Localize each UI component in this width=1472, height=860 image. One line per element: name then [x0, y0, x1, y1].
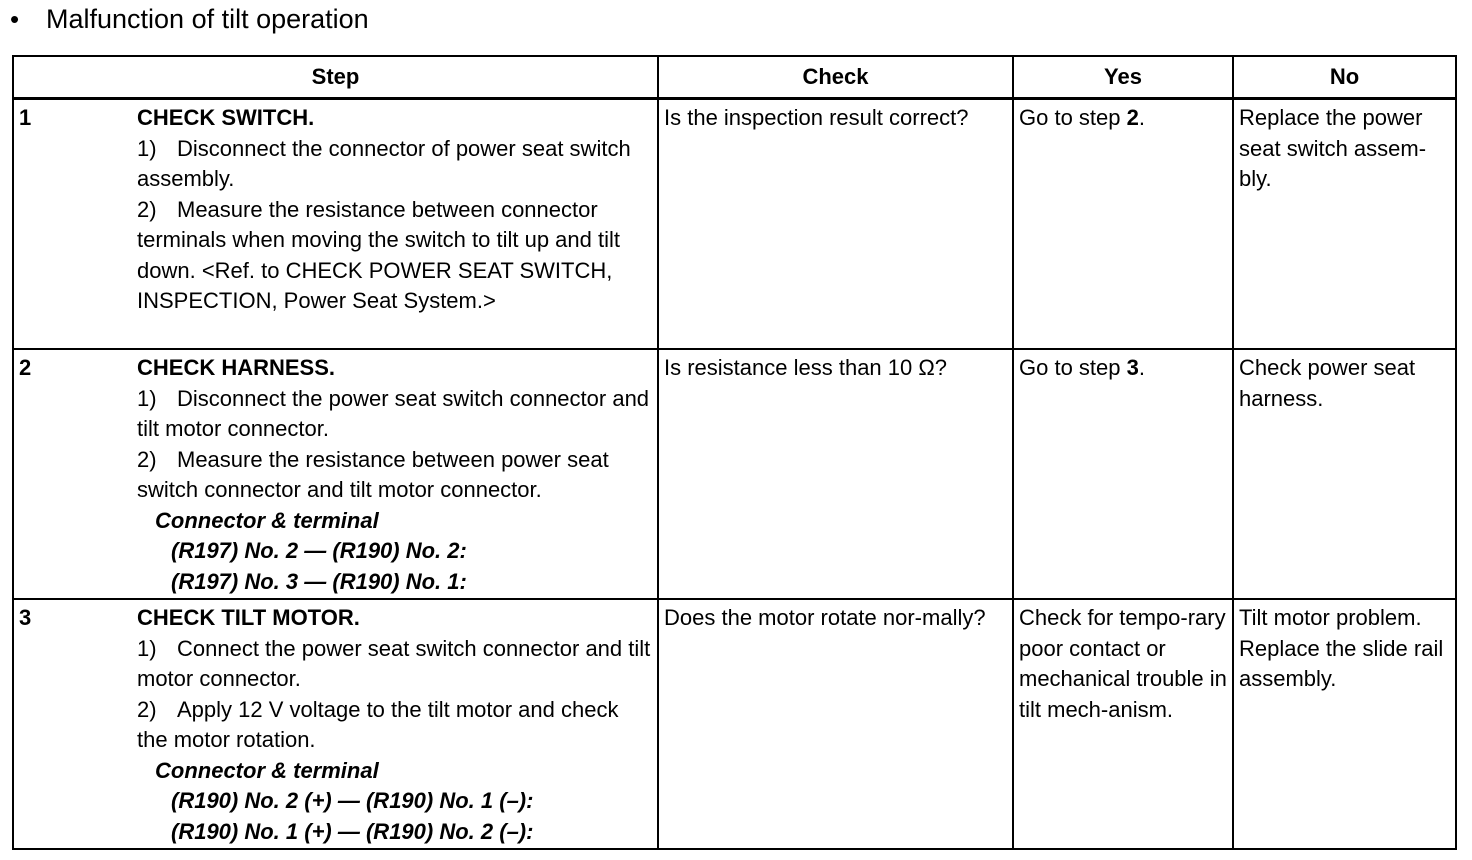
yes-step-number: 3 — [1126, 355, 1139, 380]
instruction-text: Disconnect the connector of power seat switch assembly. — [137, 135, 631, 191]
step-cell — [13, 599, 658, 849]
table-row — [13, 599, 1456, 849]
instruction-number: 2) — [137, 696, 157, 722]
step-number: 2 — [19, 355, 32, 380]
connector-heading: Connector & terminal — [155, 507, 379, 533]
column-header-step: Step — [13, 56, 658, 99]
table-row — [13, 99, 1456, 350]
yes-cell — [1013, 599, 1233, 849]
yes-prefix: Go to step — [1019, 355, 1127, 380]
instruction-text: Disconnect the power seat switch connector and tilt motor connector. — [137, 385, 650, 441]
bullet-icon: • — [10, 4, 20, 34]
yes-text — [1014, 100, 1232, 134]
instruction-text: Measure the resistance between connector terminals when moving the switch to tilt up and tilt down. <Ref. to CHECK POWER SEAT SWITCH, INSPECTION, Power Seat System.> — [137, 196, 621, 313]
instruction-text: Connect the power seat switch connector and tilt motor connector. — [137, 635, 651, 691]
section-heading-text: Malfunction of tilt operation — [46, 4, 369, 34]
yes-prefix: Go to step — [1019, 105, 1127, 130]
instruction-number: 2) — [137, 446, 157, 472]
instruction-line — [137, 384, 653, 445]
column-header-yes: Yes — [1013, 56, 1233, 99]
no-cell — [1233, 349, 1456, 599]
section-heading — [10, 4, 369, 35]
instruction-number: 2) — [137, 196, 157, 222]
yes-prefix: Check for tempo-rary poor contact or mechanical trouble in tilt mech-anism. — [1019, 605, 1227, 722]
step-title: CHECK TILT MOTOR. — [137, 605, 360, 630]
column-header-no: No — [1233, 56, 1456, 99]
connector-terminal-line: (R197) No. 2 — (R190) No. 2: — [171, 538, 467, 563]
no-cell — [1233, 99, 1456, 350]
yes-text — [1014, 350, 1232, 384]
instruction-text: Apply 12 V voltage to the tilt motor and check the motor rotation. — [137, 696, 619, 752]
column-header-check: Check — [658, 56, 1013, 99]
no-text: Replace the power seat switch assem-bly. — [1239, 105, 1427, 191]
instruction-line — [137, 445, 653, 506]
connector-terminal-line: (R190) No. 1 (+) — (R190) No. 2 (–): — [171, 818, 534, 844]
check-text: Is resistance less than 10 Ω? — [664, 355, 948, 380]
no-text: Tilt motor problem. Replace the slide rail assembly. — [1239, 605, 1444, 691]
instruction-line — [137, 195, 653, 317]
instruction-number: 1) — [137, 135, 157, 161]
yes-text — [1014, 600, 1232, 725]
step-cell — [13, 349, 658, 599]
step-title: CHECK SWITCH. — [137, 105, 315, 130]
yes-cell — [1013, 99, 1233, 350]
instruction-number: 1) — [137, 635, 157, 661]
step-number: 3 — [19, 605, 32, 630]
check-text: Is the inspection result correct? — [664, 105, 969, 130]
step-number: 1 — [19, 105, 32, 130]
check-cell — [658, 349, 1013, 599]
check-cell — [658, 599, 1013, 849]
instruction-number: 1) — [137, 385, 157, 411]
yes-suffix: . — [1138, 105, 1145, 130]
table-row — [13, 349, 1456, 599]
step-cell — [13, 99, 658, 350]
step-title: CHECK HARNESS. — [137, 355, 336, 380]
diagnostic-table — [12, 55, 1457, 850]
connector-heading: Connector & terminal — [155, 757, 379, 783]
instruction-line — [137, 695, 653, 756]
yes-step-number: 2 — [1126, 105, 1139, 130]
instruction-line — [137, 134, 653, 195]
check-text: Does the motor rotate nor-mally? — [664, 605, 986, 630]
instruction-line — [137, 634, 653, 695]
yes-suffix: . — [1138, 355, 1145, 380]
check-cell — [658, 99, 1013, 350]
instruction-text: Measure the resistance between power seat switch connector and tilt motor connector. — [137, 446, 609, 502]
connector-terminal-line: (R190) No. 2 (+) — (R190) No. 1 (–): — [171, 788, 534, 813]
yes-cell — [1013, 349, 1233, 599]
table-header-row — [13, 56, 1456, 99]
no-text: Check power seat harness. — [1239, 355, 1416, 411]
connector-terminal-line: (R197) No. 3 — (R190) No. 1: — [171, 568, 467, 594]
no-cell — [1233, 599, 1456, 849]
